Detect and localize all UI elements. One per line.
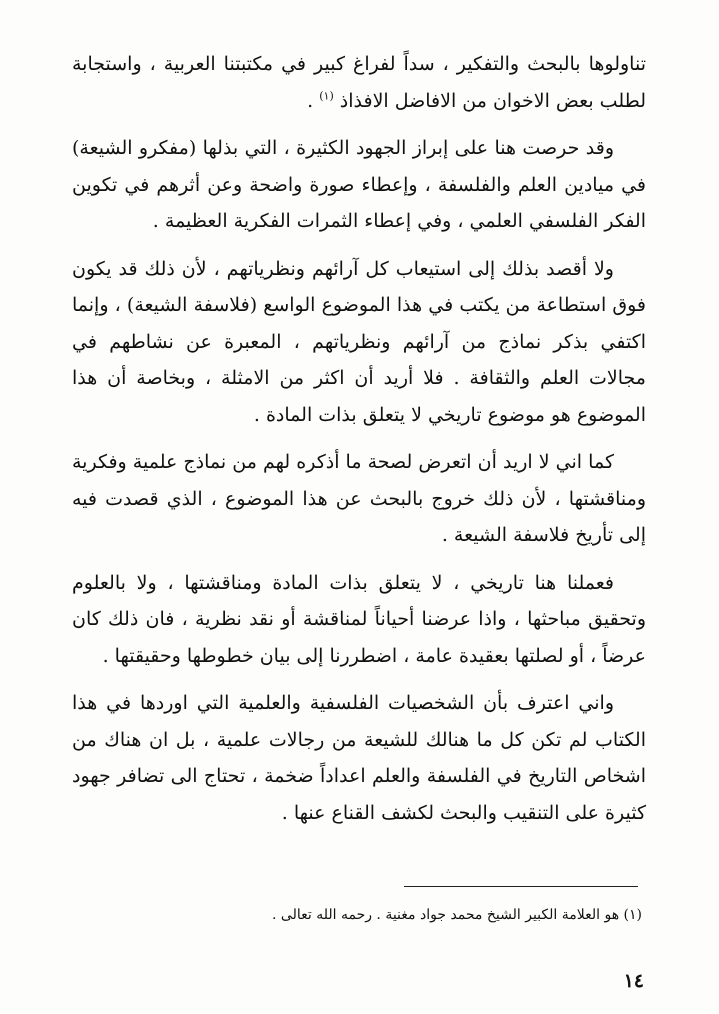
paragraph-6: واني اعترف بأن الشخصيات الفلسفية والعلمية التي اوردها في هذا الكتاب لم تكن كل ما هنالك للشيعة من رجالات علمية ، بل ان هناك من اشخاص التاريخ في الفلسفة والعلم اعداداً ضخمة ، تحتاج الى تضافر جهود كثيرة على التنقيب والبحث لكشف القناع عنها . [72,692,646,824]
paragraph-4: كما اني لا اريد أن اتعرض لصحة ما أذكره لهم من نماذج علمية وفكرية ومناقشتها ، لأن ذلك خروج بالبحث عن هذا الموضوع ، الذي قصدت فيه إلى تأريخ فلاسفة الشيعة . [72,451,646,546]
footnote-reference[interactable]: (١) [319,89,334,103]
body-text [72,46,646,842]
paragraph-5: فعملنا هنا تاريخي ، لا يتعلق بذات المادة ومناقشتها ، ولا بالعلوم وتحقيق مباحثها ، واذا عرضنا أحياناً لمناقشة أو نقد نظرية ، فان ذلك كان عرضاً ، أو لصلتها بعقيدة عامة ، اضطررنا إلى بيان خطوطها وحقيقتها . [72,571,646,667]
paragraph-3: ولا أقصد بذلك إلى استيعاب كل آرائهم ونظرياتهم ، لأن ذلك قد يكون فوق استطاعة من يكتب في هذا الموضوع الواسع (فلاسفة الشيعة) ، وإنما اكتفي بذكر نماذج من آرائهم ونظرياتهم ، المعبرة عن نشاطهم في مجالات العلم والثقافة . فلا أريد أن اكثر من الامثلة ، وبخاصة أن هذا الموضوع هو موضوع تاريخي لا يتعلق بذات المادة . [72,257,646,426]
footnote-divider [404,886,638,887]
paragraph-2: وقد حرصت هنا على إبراز الجهود الكثيرة ، التي بذلها (مفكرو الشيعة) في ميادين العلم والفلسفة ، وإعطاء صورة واضحة وعن أثرهم في تكوين الفكر الفلسفي العلمي ، وفي إعطاء الثمرات الفكرية العظيمة . [72,137,646,232]
page-number: ١٤ [623,970,644,992]
footnote: (١) هو العلامة الكبير الشيخ محمد جواد مغنية . رحمه الله تعالى . [272,907,642,923]
paragraph-1: تناولوها بالبحث والتفكير ، سداً لفراغ كبير في مكتبتنا العربية ، واستجابة لطلب بعض الاخوان من الافاضل الافذاذ $^{(١)}$ . [72,53,646,112]
